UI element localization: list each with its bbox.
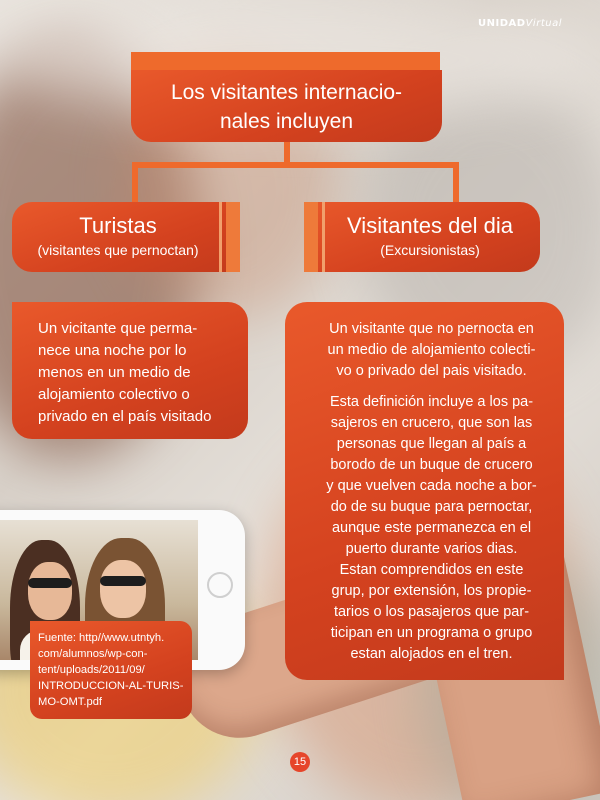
sunglasses bbox=[28, 578, 72, 588]
text-line: sajeros en crucero, que son las bbox=[330, 415, 533, 431]
connector-left bbox=[132, 162, 138, 206]
title-line: nales incluyen bbox=[219, 110, 354, 133]
text-line: puerto durante varios dias. bbox=[345, 541, 518, 557]
person-face bbox=[100, 560, 146, 618]
connector-vertical bbox=[284, 140, 290, 164]
category-visitantes-del-dia bbox=[304, 202, 540, 272]
paragraph bbox=[315, 319, 548, 382]
brand-logo bbox=[478, 18, 562, 29]
text-line: aunque este permanezca en el bbox=[331, 520, 532, 536]
text-line: borodo de un buque de crucero bbox=[330, 457, 533, 473]
text-line: grup, por extensión, los propie- bbox=[331, 583, 532, 599]
category-subtitle: (Excursionistas) bbox=[380, 242, 480, 258]
source-line: Fuente: http//www.utntyh. bbox=[38, 632, 165, 644]
text-line: tarios o los pasajeros que par- bbox=[333, 604, 530, 620]
title-top-bar bbox=[131, 52, 440, 70]
text-line: estan alojados en el tren. bbox=[350, 646, 513, 662]
text-line: un medio de alojamiento colecti- bbox=[327, 342, 536, 358]
source-line: MO-OMT.pdf bbox=[38, 696, 103, 708]
text-line: Un visitante que no pernocta en bbox=[329, 321, 534, 337]
text-line: ticipan en un programa o grupo bbox=[330, 625, 533, 641]
category-title: Visitantes del dia bbox=[347, 213, 513, 238]
paragraph bbox=[315, 392, 548, 665]
source-line: INTRODUCCION-AL-TURIS- bbox=[38, 680, 184, 692]
brand-italic: Virtual bbox=[525, 18, 562, 29]
connector-horizontal bbox=[132, 162, 459, 168]
source-note bbox=[30, 621, 192, 719]
text-line: alojamiento colectivo o bbox=[38, 386, 190, 403]
phone-home-button bbox=[207, 572, 233, 598]
category-subtitle: (visitantes que pernoctan) bbox=[37, 242, 199, 258]
connector-right bbox=[453, 162, 459, 206]
person-face bbox=[28, 562, 72, 620]
text-line: Esta definición incluye a los pa- bbox=[329, 394, 534, 410]
title-line: Los visitantes internacio- bbox=[170, 81, 403, 104]
text-line: vo o privado del pais visitado. bbox=[336, 363, 527, 379]
description-turistas bbox=[12, 302, 248, 439]
text-line: do de su buque para pernoctar, bbox=[330, 499, 533, 515]
text-line: menos en un medio de bbox=[38, 364, 191, 381]
page-number: 15 bbox=[290, 752, 310, 772]
text-line: Estan comprendidos en este bbox=[339, 562, 524, 578]
category-turistas bbox=[12, 202, 240, 272]
source-line: com/alumnos/wp-con- bbox=[38, 648, 148, 660]
sunglasses bbox=[100, 576, 146, 586]
category-title: Turistas bbox=[79, 213, 157, 238]
text-line: nece una noche por lo bbox=[38, 342, 187, 359]
diagram-title bbox=[131, 70, 442, 142]
brand-bold: UNIDAD bbox=[478, 18, 526, 29]
text-line: Un vicitante que perma- bbox=[38, 320, 198, 337]
text-line: y que vuelven cada noche a bor- bbox=[326, 478, 537, 494]
text-line: personas que llegan al país a bbox=[336, 436, 527, 452]
description-visitantes-del-dia bbox=[285, 302, 564, 680]
source-line: tent/uploads/2011/09/ bbox=[38, 664, 145, 676]
text-line: privado en el país visitado bbox=[38, 408, 212, 425]
